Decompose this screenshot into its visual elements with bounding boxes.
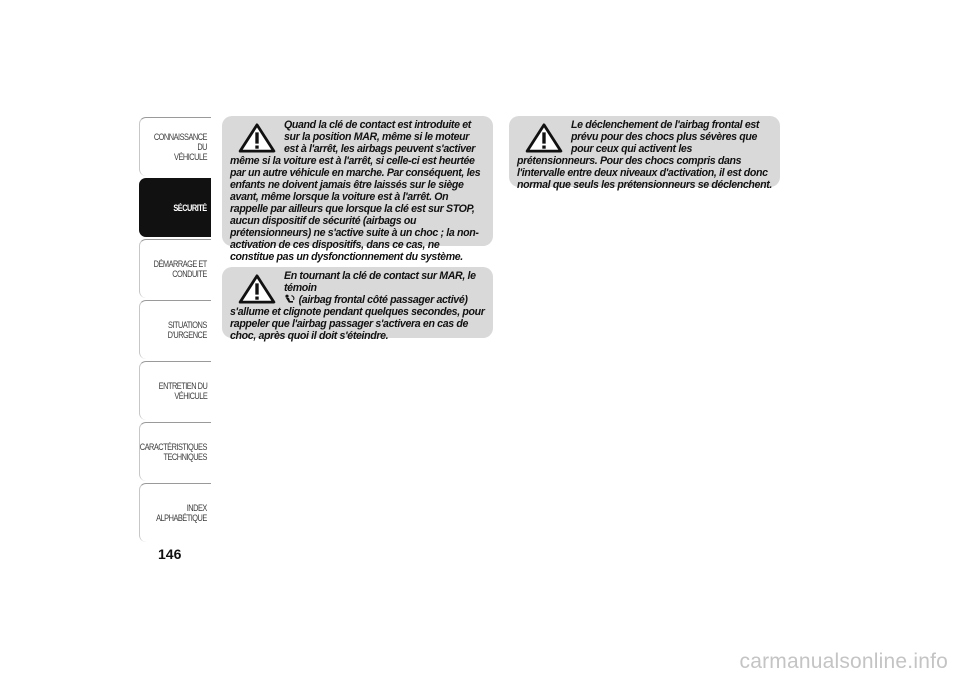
warning-triangle-icon bbox=[525, 123, 563, 153]
tab-label: DÉMARRAGE ET CONDUITE bbox=[153, 259, 207, 279]
warning-triangle-icon bbox=[238, 123, 276, 153]
warning-note-passenger-airbag-light bbox=[222, 267, 493, 342]
page-number: 146 bbox=[158, 546, 182, 562]
warning-text-part1: En tournant la clé de contact sur MAR, le témoin bbox=[284, 270, 476, 294]
warning-triangle-icon bbox=[238, 274, 276, 304]
watermark: carmanualsonline.info bbox=[739, 650, 948, 673]
tab-connaissance-du-vehicule[interactable] bbox=[139, 117, 211, 176]
tab-label: CONNAISSANCE DU VÉHICULE bbox=[153, 132, 207, 162]
tab-entretien-du-vehicule[interactable] bbox=[139, 361, 211, 420]
tab-caracteristiques-techniques[interactable] bbox=[139, 422, 211, 481]
warning-text: Le déclenchement de l'airbag frontal est prévu pour des chocs plus sévères que pour ceux qui activent les prétensionneurs. Pour des chocs compris dans l'intervalle entre deux niveaux d'activation, il est donc normal que seuls les prétensionneurs se déclenchent. bbox=[517, 119, 772, 191]
warning-note-airbag-deployment bbox=[509, 116, 780, 191]
tab-demarrage-et-conduite[interactable] bbox=[139, 239, 211, 298]
warning-text-part2: (airbag frontal côté passager activé) s'allume et clignote pendant quelques secondes, pour rappeler que l'airbag passager s'activera en cas de choc, après quoi il doit s'éteindre. bbox=[230, 294, 485, 342]
tab-label: ENTRETIEN DU VÉHICULE bbox=[158, 381, 207, 401]
tab-label: INDEX ALPHABÉTIQUE bbox=[156, 503, 207, 523]
tab-label: SITUATIONS D'URGENCE bbox=[167, 320, 207, 340]
tab-label: CARACTÉRISTIQUES TECHNIQUES bbox=[139, 442, 207, 462]
warning-text: Quand la clé de contact est introduite et sur la position MAR, même si le moteur est à l'arrêt, les airbags peuvent s'activer même si la voiture est à l'arrêt, si celle-ci est heurtée par un autre véhicule en marche. Par conséquent, les enfants ne doivent jamais être laissés sur le siège avant, même lorsque la voiture est à l'arrêt. On rappelle par ailleurs que lorsque la clé est sur STOP, aucun dispositif de sécurité (airbags ou prétensionneurs) ne s'active suite à un choc ; la non-activation de ces dispositifs, dans ce cas, ne constitue pas un dysfonctionnement du système. bbox=[230, 119, 481, 263]
warning-note-airbag-activation bbox=[222, 116, 493, 263]
tab-index-alphabetique[interactable] bbox=[139, 483, 211, 542]
passenger-airbag-indicator-icon bbox=[284, 294, 296, 304]
tab-situations-d-urgence[interactable] bbox=[139, 300, 211, 359]
tab-securite[interactable] bbox=[139, 178, 211, 237]
tab-label: SÉCURITÉ bbox=[173, 203, 207, 213]
